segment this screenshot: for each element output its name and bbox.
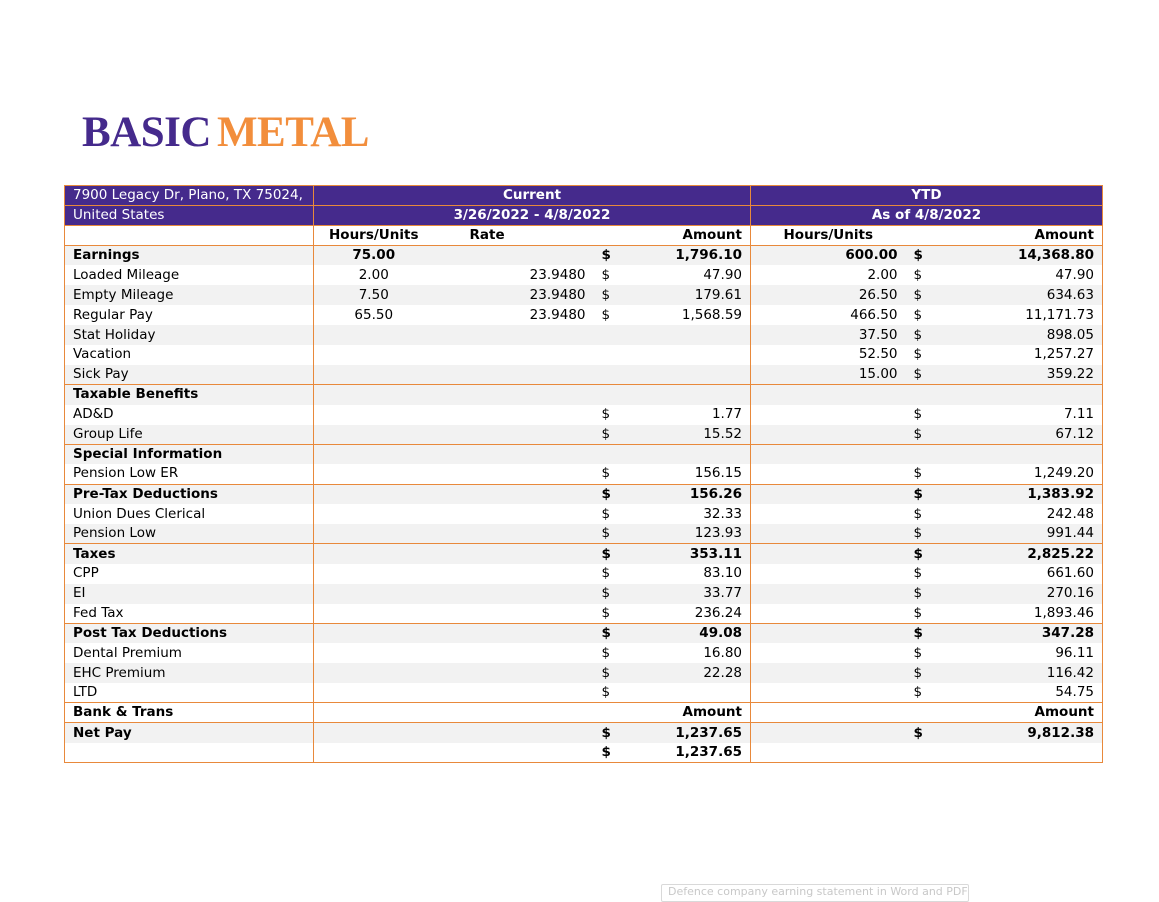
- line-item-ytd-amount: 661.60: [926, 564, 1103, 584]
- currency-sign: $: [906, 663, 926, 683]
- line-item-dental-premium: [65, 643, 1103, 663]
- currency-sign: [906, 444, 926, 464]
- line-item-rate: [434, 584, 594, 604]
- empty-cell: [751, 723, 906, 743]
- current-pay-period: 3/26/2022 - 4/8/2022: [314, 206, 751, 226]
- rate-header: Rate: [469, 227, 505, 243]
- currency-sign: $: [906, 425, 926, 445]
- line-item-sick-pay: [65, 365, 1103, 385]
- line-item-hours: [314, 604, 434, 624]
- section-hours: [314, 444, 434, 464]
- section-rate: [434, 623, 594, 643]
- section-amount: 156.26: [614, 484, 751, 504]
- currency-sign: [594, 365, 614, 385]
- line-item-rate: [434, 504, 594, 524]
- ytd-hours-units-header: Hours/Units: [783, 227, 873, 243]
- line-item-rate: 23.9480: [529, 266, 586, 283]
- currency-sign: $: [594, 663, 614, 683]
- empty-cell: [434, 743, 594, 763]
- line-item-label: EI: [65, 584, 314, 604]
- empty-cell: [594, 703, 614, 723]
- line-item-ytd-hours: [751, 604, 906, 624]
- section-hours: [314, 544, 434, 564]
- section-label-special-information: Special Information: [65, 444, 314, 464]
- line-item-ytd-amount: 359.22: [926, 365, 1103, 385]
- section-row-special-information: [65, 444, 1103, 464]
- currency-sign: $: [601, 644, 611, 661]
- line-item-hours: [314, 345, 434, 365]
- line-item-label: Fed Tax: [65, 604, 314, 624]
- empty-cell: [906, 743, 926, 763]
- line-item-ytd-hours: [751, 405, 906, 425]
- line-item-cpp: [65, 564, 1103, 584]
- section-amount: 49.08: [614, 623, 751, 643]
- line-item-loaded-mileage: [65, 265, 1103, 285]
- currency-sign: $: [594, 524, 614, 544]
- line-item-amount: 156.15: [614, 464, 751, 484]
- section-ytd-amount: 14,368.80: [926, 246, 1103, 266]
- line-item-empty-mileage: [65, 285, 1103, 305]
- currency-sign: $: [594, 484, 614, 504]
- hours-units-header: Hours/Units: [329, 227, 419, 243]
- section-hours: [314, 623, 434, 643]
- currency-sign: $: [601, 505, 611, 522]
- section-ytd-amount: 1,383.92: [926, 484, 1103, 504]
- section-hours: [314, 484, 434, 504]
- amount-header: Amount: [614, 226, 751, 246]
- line-item-rate: [434, 564, 594, 584]
- currency-sign: $: [594, 723, 614, 743]
- currency-sign: $: [913, 346, 923, 363]
- line-item-label: Stat Holiday: [65, 325, 314, 345]
- section-ytd-amount: 347.28: [926, 623, 1103, 643]
- section-rate: [434, 484, 594, 504]
- line-item-label: Group Life: [65, 425, 314, 445]
- currency-sign: $: [601, 266, 611, 283]
- line-item-union-dues-clerical: [65, 504, 1103, 524]
- section-ytd-hours: [751, 385, 906, 405]
- line-item-ytd-hours: [751, 663, 906, 683]
- line-item-ytd-amount: 242.48: [926, 504, 1103, 524]
- line-item-ytd-hours: 37.50: [751, 325, 906, 345]
- line-item-rate: [434, 345, 594, 365]
- line-item-ytd-hours: 2.00: [867, 266, 898, 283]
- currency-sign: $: [594, 425, 614, 445]
- line-item-pension-low: [65, 524, 1103, 544]
- line-item-ytd-hours: [751, 504, 906, 524]
- line-item-rate: [434, 365, 594, 385]
- line-item-hours: 7.50: [314, 285, 434, 305]
- line-item-label: LTD: [65, 683, 314, 703]
- empty-cell: [906, 703, 926, 723]
- line-item-label: Pension Low ER: [65, 464, 314, 484]
- line-item-hours: 65.50: [354, 306, 394, 323]
- line-item-ytd-amount: 991.44: [926, 524, 1103, 544]
- line-item-ytd-amount: 116.42: [926, 663, 1103, 683]
- section-row-earnings: [65, 246, 1103, 266]
- currency-sign: $: [601, 604, 611, 621]
- line-item-ehc-premium: [65, 663, 1103, 683]
- line-item-label: Sick Pay: [65, 365, 314, 385]
- line-item-amount: [614, 365, 751, 385]
- section-amount: [614, 444, 751, 464]
- section-amount: [614, 385, 751, 405]
- currency-sign: $: [601, 306, 611, 323]
- currency-sign: $: [594, 285, 614, 305]
- line-item-ltd: [65, 683, 1103, 703]
- section-label-earnings: Earnings: [65, 246, 314, 266]
- section-rate: [434, 246, 594, 266]
- line-item-amount: 236.24: [614, 604, 751, 624]
- currency-sign: $: [906, 584, 926, 604]
- deposit-row: [65, 743, 1103, 763]
- line-item-label: Vacation: [65, 345, 314, 365]
- line-item-hours: [314, 564, 434, 584]
- section-label-taxable-benefits: Taxable Benefits: [65, 385, 314, 405]
- line-item-amount: 33.77: [614, 584, 751, 604]
- section-label-taxes: Taxes: [65, 544, 314, 564]
- line-item-ytd-amount: 1,249.20: [926, 464, 1103, 484]
- line-item-amount: [614, 325, 751, 345]
- currency-sign: $: [913, 684, 923, 701]
- line-item-ytd-amount: 634.63: [926, 285, 1103, 305]
- empty-cell: [434, 723, 594, 743]
- line-item-label: Empty Mileage: [65, 285, 314, 305]
- section-ytd-hours: [751, 623, 906, 643]
- currency-sign: $: [906, 524, 926, 544]
- line-item-ytd-hours: 466.50: [850, 306, 898, 323]
- currency-sign: [594, 325, 614, 345]
- line-item-ytd-hours: [751, 683, 906, 703]
- line-item-adandd: [65, 405, 1103, 425]
- currency-sign: $: [906, 723, 926, 743]
- line-item-ytd-amount: 67.12: [926, 425, 1103, 445]
- line-item-amount: 83.10: [614, 564, 751, 584]
- line-item-ytd-amount: 54.75: [926, 683, 1103, 703]
- section-hours: 75.00: [314, 246, 434, 266]
- line-item-rate: [434, 464, 594, 484]
- line-item-amount: 32.33: [614, 504, 751, 524]
- section-row-post-tax-deductions: [65, 623, 1103, 643]
- earnings-statement-table: [64, 185, 1103, 763]
- currency-sign: $: [906, 623, 926, 643]
- line-item-pension-low-er: [65, 464, 1103, 484]
- section-ytd-hours: [751, 484, 906, 504]
- empty-cell: [434, 703, 594, 723]
- bank-and-trans-row: [65, 703, 1103, 723]
- currency-sign: $: [601, 565, 611, 582]
- logo-part-1: BASIC: [82, 109, 211, 156]
- net-pay-row: [65, 723, 1103, 743]
- empty-cell: [751, 743, 906, 763]
- line-item-label: Loaded Mileage: [65, 265, 314, 285]
- line-item-rate: 23.9480: [529, 306, 586, 323]
- section-row-pre-tax-deductions: [65, 484, 1103, 504]
- line-item-ytd-hours: [751, 524, 906, 544]
- header-row-1: [65, 186, 1103, 206]
- line-item-ytd-hours: [751, 425, 906, 445]
- line-item-label: Pension Low: [65, 524, 314, 544]
- currency-sign: $: [594, 246, 614, 266]
- currency-sign: $: [594, 584, 614, 604]
- line-item-ytd-amount: 11,171.73: [926, 305, 1103, 325]
- line-item-hours: [314, 464, 434, 484]
- line-item-hours: [314, 524, 434, 544]
- currency-sign: $: [913, 465, 923, 482]
- company-address-line-1: 7900 Legacy Dr, Plano, TX 75024,: [65, 186, 314, 206]
- watermark-caption: Defence company earning statement in Word and PDF: [661, 884, 969, 902]
- line-item-amount: [614, 345, 751, 365]
- line-item-ytd-amount: 1,893.46: [926, 604, 1103, 624]
- header-row-2: [65, 206, 1103, 226]
- line-item-label: Regular Pay: [65, 305, 314, 325]
- section-ytd-hours: [751, 444, 906, 464]
- line-item-ytd-hours: [751, 584, 906, 604]
- ytd-amount-header: Amount: [926, 226, 1103, 246]
- currency-sign: $: [913, 604, 923, 621]
- bank-amount-header: Amount: [614, 703, 751, 723]
- currency-sign: $: [906, 285, 926, 305]
- line-item-regular-pay: [65, 305, 1103, 325]
- line-item-ytd-amount: 47.90: [926, 265, 1103, 285]
- empty-cell: [926, 743, 1103, 763]
- section-ytd-amount: [926, 385, 1103, 405]
- line-item-hours: [314, 504, 434, 524]
- line-item-ytd-hours: 52.50: [858, 346, 898, 363]
- line-item-label: EHC Premium: [65, 663, 314, 683]
- currency-sign: $: [594, 743, 614, 763]
- bank-ytd-amount-header: Amount: [926, 703, 1103, 723]
- line-item-ytd-hours: [751, 464, 906, 484]
- currency-sign: [906, 385, 926, 405]
- section-ytd-hours: 600.00: [751, 246, 906, 266]
- line-item-amount: 16.80: [614, 643, 751, 663]
- section-rate: [434, 385, 594, 405]
- ytd-as-of-date: As of 4/8/2022: [751, 206, 1103, 226]
- line-item-hours: [314, 663, 434, 683]
- line-item-ytd-amount: 898.05: [926, 325, 1103, 345]
- line-item-ytd-hours: [751, 643, 906, 663]
- line-item-label: Union Dues Clerical: [65, 504, 314, 524]
- line-item-ytd-amount: 96.11: [926, 643, 1103, 663]
- line-item-amount: 179.61: [614, 285, 751, 305]
- line-item-rate: 23.9480: [434, 285, 594, 305]
- column-header-row: [65, 226, 1103, 246]
- ytd-column-title: YTD: [751, 186, 1103, 206]
- empty-cell: [751, 703, 906, 723]
- section-ytd-amount: 2,825.22: [926, 544, 1103, 564]
- net-pay-ytd-amount: 9,812.38: [926, 723, 1103, 743]
- deposit-amount: 1,237.65: [614, 743, 751, 763]
- net-pay-amount: 1,237.65: [614, 723, 751, 743]
- line-item-ytd-hours: [751, 564, 906, 584]
- currency-sign: $: [601, 684, 611, 701]
- line-item-label: Dental Premium: [65, 643, 314, 663]
- line-item-rate: [434, 524, 594, 544]
- line-item-amount: 47.90: [614, 265, 751, 285]
- line-item-amount: 123.93: [614, 524, 751, 544]
- line-item-ytd-hours: 15.00: [751, 365, 906, 385]
- line-item-stat-holiday: [65, 325, 1103, 345]
- currency-sign: $: [594, 623, 614, 643]
- section-ytd-hours: [751, 544, 906, 564]
- line-item-amount: 15.52: [614, 425, 751, 445]
- currency-sign: $: [906, 325, 926, 345]
- currency-sign: $: [913, 505, 923, 522]
- currency-sign: $: [913, 266, 923, 283]
- section-hours: [314, 385, 434, 405]
- line-item-rate: [434, 325, 594, 345]
- currency-sign: $: [906, 246, 926, 266]
- currency-sign: $: [906, 544, 926, 564]
- line-item-hours: [314, 325, 434, 345]
- line-item-hours: [314, 643, 434, 663]
- line-item-hours: [314, 683, 434, 703]
- empty-cell: [314, 723, 434, 743]
- line-item-rate: [434, 683, 594, 703]
- currency-sign: $: [913, 565, 923, 582]
- line-item-ytd-amount: 270.16: [926, 584, 1103, 604]
- line-item-label: CPP: [65, 564, 314, 584]
- line-item-rate: [434, 643, 594, 663]
- line-item-amount: 1.77: [614, 405, 751, 425]
- currency-sign: [594, 345, 614, 365]
- currency-sign: $: [913, 306, 923, 323]
- currency-sign: $: [594, 544, 614, 564]
- line-item-fed-tax: [65, 604, 1103, 624]
- section-amount: 353.11: [614, 544, 751, 564]
- line-item-ei: [65, 584, 1103, 604]
- line-item-amount: [614, 683, 751, 703]
- currency-sign: $: [906, 365, 926, 385]
- line-item-hours: [314, 365, 434, 385]
- line-item-vacation: [65, 345, 1103, 365]
- currency-sign: $: [906, 484, 926, 504]
- section-label-post-tax-deductions: Post Tax Deductions: [65, 623, 314, 643]
- line-item-rate: [434, 405, 594, 425]
- section-row-taxable-benefits: [65, 385, 1103, 405]
- empty-cell: [314, 703, 434, 723]
- line-item-rate: [434, 604, 594, 624]
- logo-part-2: METAL: [216, 109, 369, 156]
- empty-cell: [65, 743, 314, 763]
- line-item-hours: 2.00: [358, 266, 389, 283]
- section-rate: [434, 444, 594, 464]
- currency-sign: $: [913, 644, 923, 661]
- currency-sign: $: [913, 406, 923, 423]
- line-item-group-life: [65, 425, 1103, 445]
- section-ytd-amount: [926, 444, 1103, 464]
- line-item-hours: [314, 584, 434, 604]
- company-address-line-2: United States: [65, 206, 314, 226]
- line-item-ytd-amount: 7.11: [926, 405, 1103, 425]
- section-row-taxes: [65, 544, 1103, 564]
- bank-and-trans-label: Bank & Trans: [65, 703, 314, 723]
- line-item-hours: [314, 405, 434, 425]
- currency-sign: $: [601, 406, 611, 423]
- line-item-ytd-amount: 1,257.27: [926, 345, 1103, 365]
- empty-cell: [314, 743, 434, 763]
- line-item-amount: 1,568.59: [614, 305, 751, 325]
- line-item-hours: [314, 425, 434, 445]
- line-item-rate: [434, 425, 594, 445]
- line-item-amount: 22.28: [614, 663, 751, 683]
- currency-sign: [594, 385, 614, 405]
- line-item-ytd-hours: 26.50: [751, 285, 906, 305]
- section-label-pre-tax-deductions: Pre-Tax Deductions: [65, 484, 314, 504]
- net-pay-label: Net Pay: [65, 723, 314, 743]
- line-item-label: AD&D: [65, 405, 314, 425]
- line-item-rate: [434, 663, 594, 683]
- currency-sign: $: [601, 465, 611, 482]
- section-rate: [434, 544, 594, 564]
- currency-sign: [594, 444, 614, 464]
- company-logo: [82, 108, 369, 157]
- section-amount: 1,796.10: [614, 246, 751, 266]
- current-column-title: Current: [314, 186, 751, 206]
